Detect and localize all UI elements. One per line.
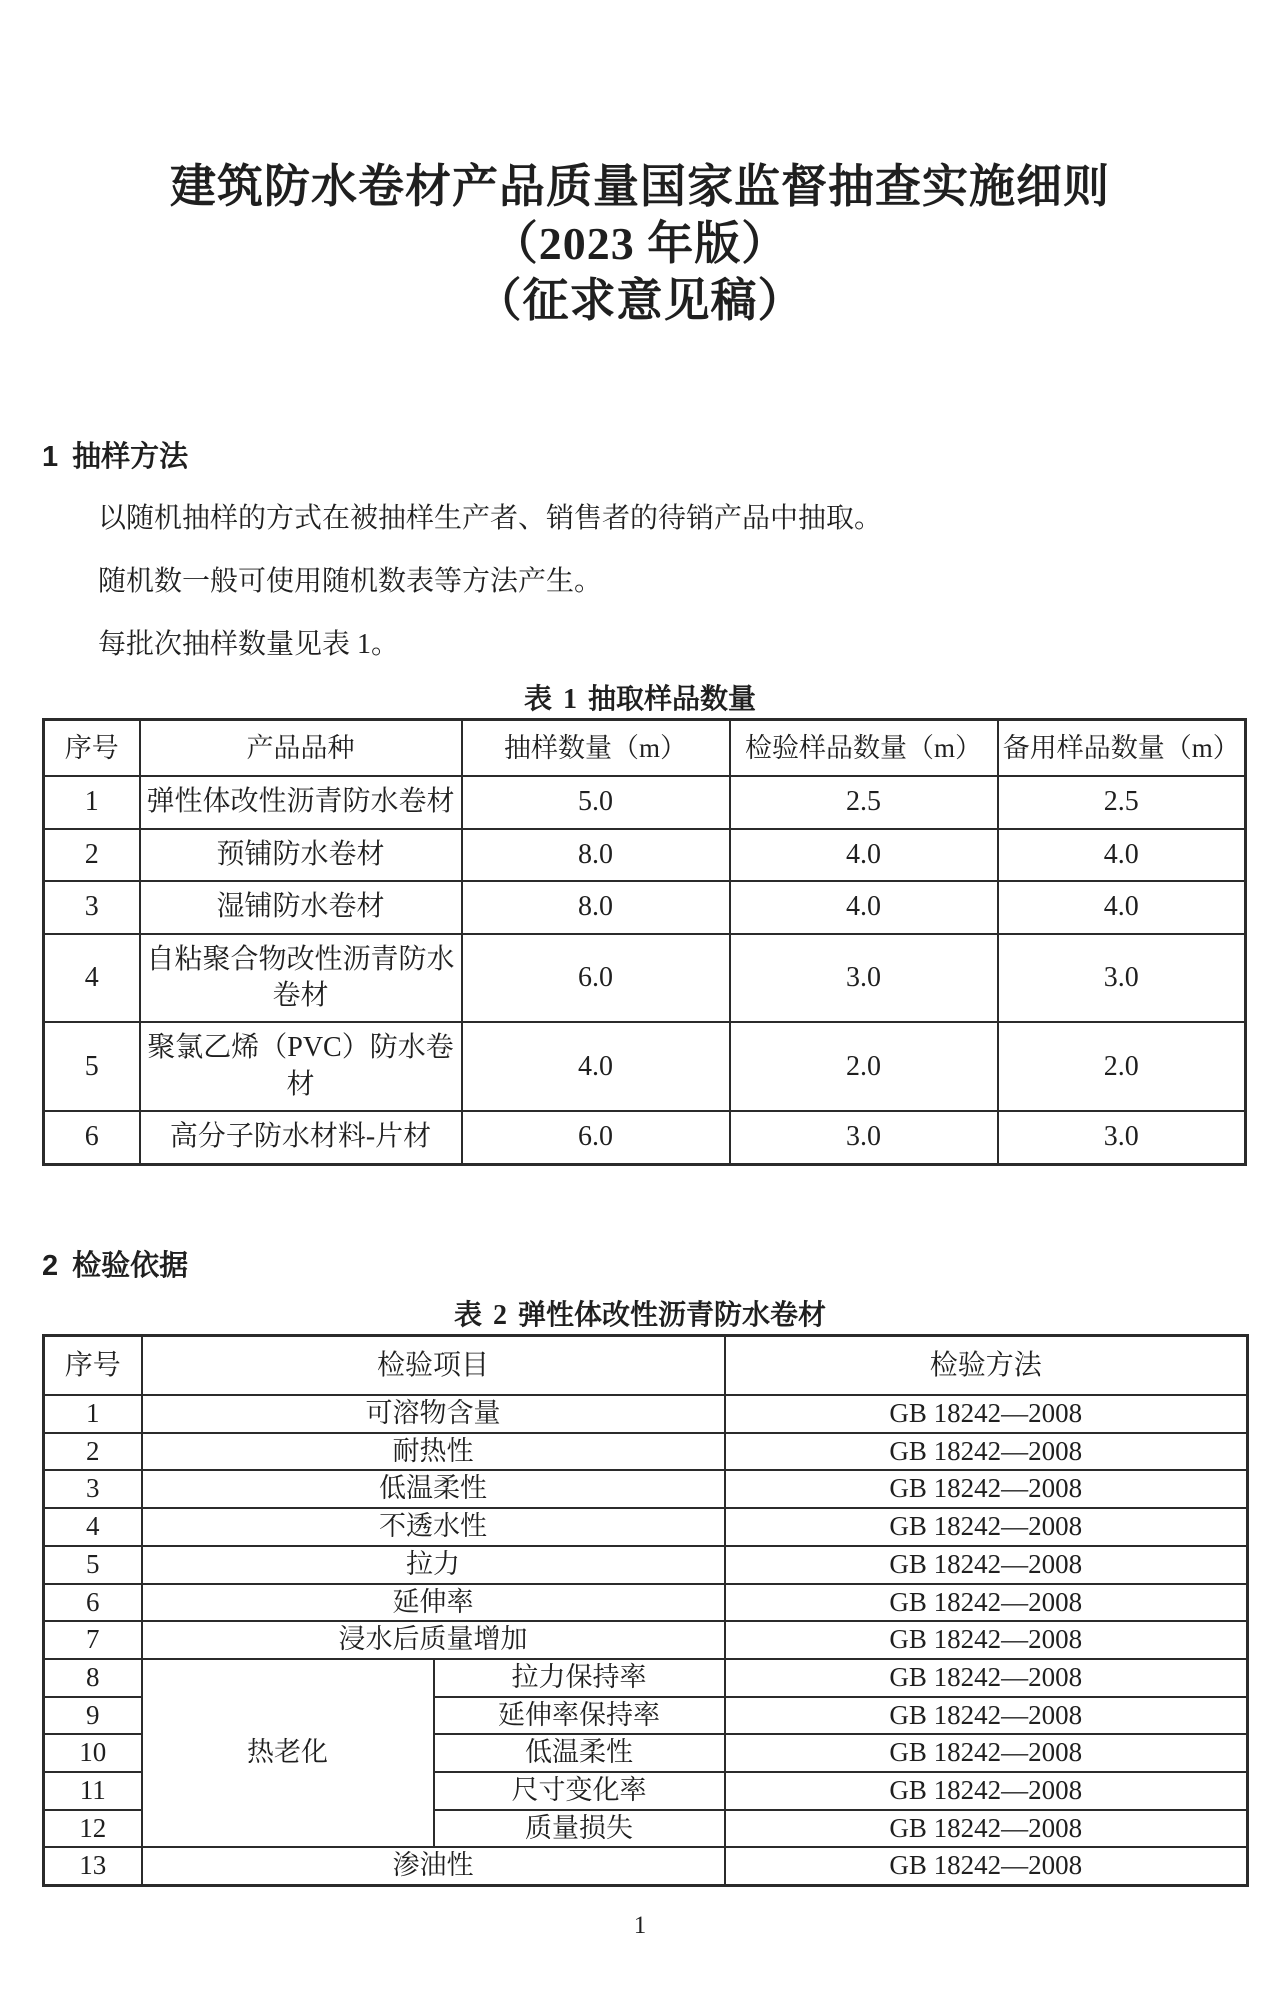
table2-cell-no: 10: [44, 1734, 142, 1772]
table2-cell-no: 5: [44, 1546, 142, 1584]
table2-cell-method: GB 18242—2008: [725, 1395, 1248, 1433]
table1-cell-no: 3: [44, 881, 140, 933]
table2-cell-subitem: 质量损失: [434, 1810, 725, 1848]
table2-cell-method: GB 18242—2008: [725, 1697, 1248, 1735]
table2-row-6: [44, 1584, 1248, 1622]
document-title-edition: （2023 年版）: [491, 218, 789, 269]
table2-cell-item: 延伸率: [142, 1584, 725, 1622]
table2-cell-method: GB 18242—2008: [725, 1546, 1248, 1584]
table1-cell-no: 6: [44, 1111, 140, 1164]
table1-cell-no: 4: [44, 934, 140, 1023]
table2-cell-no: 13: [44, 1847, 142, 1885]
table2-row-1: [44, 1395, 1248, 1433]
table2-cell-no: 1: [44, 1395, 142, 1433]
table1-cell-sample-qty: 6.0: [462, 1111, 730, 1164]
table1-cell-test-qty: 3.0: [730, 934, 998, 1023]
table2-cell-method: GB 18242—2008: [725, 1470, 1248, 1508]
table2-cell-subitem: 延伸率保持率: [434, 1697, 725, 1735]
table2-cell-method: GB 18242—2008: [725, 1621, 1248, 1659]
table2-caption: 表 2 弹性体改性沥青防水卷材: [453, 1299, 826, 1331]
table2-cell-group: 热老化: [142, 1659, 434, 1847]
paragraph-sampling-method-1: 以随机抽样的方式在被抽样生产者、销售者的待销产品中抽取。: [98, 503, 883, 534]
table2-cell-no: 4: [44, 1508, 142, 1546]
table2-cell-subitem: 尺寸变化率: [434, 1772, 725, 1810]
table2-header-no: 序号: [44, 1335, 142, 1395]
table1-cell-backup-qty: 4.0: [998, 829, 1246, 881]
table2-cell-item: 低温柔性: [142, 1470, 725, 1508]
table2-header-item: 检验项目: [142, 1335, 725, 1395]
document-title-draft-note: （征求意见稿）: [475, 275, 805, 326]
table1-cell-product: 自粘聚合物改性沥青防水卷材: [140, 934, 462, 1023]
document-title-block: [0, 0, 1280, 329]
table2-cell-method: GB 18242—2008: [725, 1508, 1248, 1546]
page-number: 1: [633, 1912, 647, 1940]
table1-cell-sample-qty: 8.0: [462, 881, 730, 933]
table1-cell-test-qty: 4.0: [730, 881, 998, 933]
table2-cell-method: GB 18242—2008: [725, 1810, 1248, 1848]
table1-cell-backup-qty: 3.0: [998, 934, 1246, 1023]
table1-cell-product: 聚氯乙烯（PVC）防水卷材: [140, 1022, 462, 1111]
table1-cell-backup-qty: 2.5: [998, 776, 1246, 828]
table1-cell-test-qty: 2.5: [730, 776, 998, 828]
table1-row-6: [44, 1111, 1246, 1164]
table2-cell-no: 12: [44, 1810, 142, 1848]
table2-cell-no: 6: [44, 1584, 142, 1622]
table2-cell-item: 拉力: [142, 1546, 725, 1584]
table2-cell-method: GB 18242—2008: [725, 1433, 1248, 1471]
table1-cell-test-qty: 2.0: [730, 1022, 998, 1111]
table1-cell-sample-qty: 4.0: [462, 1022, 730, 1111]
table2-cell-subitem: 低温柔性: [434, 1734, 725, 1772]
table1-row-3: [44, 881, 1246, 933]
table1-cell-backup-qty: 2.0: [998, 1022, 1246, 1111]
inspection-basis-table: [42, 1334, 1249, 1888]
table2-cell-item: 渗油性: [142, 1847, 725, 1885]
table2-cell-item: 浸水后质量增加: [142, 1621, 725, 1659]
table1-header-backup-qty: 备用样品数量（m）: [998, 720, 1246, 777]
table2-header-method: 检验方法: [725, 1335, 1248, 1395]
section-1-heading: 1 抽样方法: [42, 441, 189, 473]
table2-row-4: [44, 1508, 1248, 1546]
table1-header-row: [44, 720, 1246, 777]
table2-cell-no: 9: [44, 1697, 142, 1735]
table2-row-7: [44, 1621, 1248, 1659]
table2-row-13: [44, 1847, 1248, 1885]
table1-cell-backup-qty: 3.0: [998, 1111, 1246, 1164]
table2-cell-item: 可溶物含量: [142, 1395, 725, 1433]
table2-cell-no: 7: [44, 1621, 142, 1659]
table1-caption: 表 1 抽取样品数量: [523, 684, 756, 715]
table1-cell-sample-qty: 5.0: [462, 776, 730, 828]
table2-cell-no: 2: [44, 1433, 142, 1471]
table1-cell-product: 弹性体改性沥青防水卷材: [140, 776, 462, 828]
table1-header-no: 序号: [44, 720, 140, 777]
table2-cell-method: GB 18242—2008: [725, 1734, 1248, 1772]
table1-row-5: [44, 1022, 1246, 1111]
table2-row-2: [44, 1433, 1248, 1471]
document-title: 建筑防水卷材产品质量国家监督抽查实施细则: [170, 161, 1110, 212]
table2-cell-item: 耐热性: [142, 1433, 725, 1471]
table2-cell-no: 11: [44, 1772, 142, 1810]
table2-cell-method: GB 18242—2008: [725, 1584, 1248, 1622]
table1-cell-test-qty: 3.0: [730, 1111, 998, 1164]
section-2-heading: 2 检验依据: [42, 1249, 189, 1282]
table1-cell-product: 湿铺防水卷材: [140, 881, 462, 933]
table1-row-4: [44, 934, 1246, 1023]
table1-cell-sample-qty: 6.0: [462, 934, 730, 1023]
table2-row-5: [44, 1546, 1248, 1584]
table1-row-1: [44, 776, 1246, 828]
table1-cell-test-qty: 4.0: [730, 829, 998, 881]
table2-cell-method: GB 18242—2008: [725, 1659, 1248, 1697]
table2-cell-item: 不透水性: [142, 1508, 725, 1546]
table2-cell-no: 3: [44, 1470, 142, 1508]
table1-cell-no: 1: [44, 776, 140, 828]
table1-cell-product: 预铺防水卷材: [140, 829, 462, 881]
table2-cell-no: 8: [44, 1659, 142, 1697]
table1-cell-sample-qty: 8.0: [462, 829, 730, 881]
table1-header-test-qty: 检验样品数量（m）: [730, 720, 998, 777]
table2-row-3: [44, 1470, 1248, 1508]
table1-header-sample-qty: 抽样数量（m）: [462, 720, 730, 777]
table1-cell-no: 5: [44, 1022, 140, 1111]
table2-cell-method: GB 18242—2008: [725, 1847, 1248, 1885]
inspection-table-body: [44, 1395, 1248, 1885]
table1-header-product: 产品品种: [140, 720, 462, 777]
paragraph-sampling-method-2: 随机数一般可使用随机数表等方法产生。: [98, 566, 603, 597]
table1-cell-product: 高分子防水材料-片材: [140, 1111, 462, 1164]
table1-row-2: [44, 829, 1246, 881]
sampling-quantity-table: [42, 718, 1247, 1166]
sampling-table-body: [44, 776, 1246, 1164]
paragraph-sampling-method-3: 每批次抽样数量见表 1。: [98, 629, 400, 660]
table2-cell-method: GB 18242—2008: [725, 1772, 1248, 1810]
table1-cell-backup-qty: 4.0: [998, 881, 1246, 933]
table2-header-row: [44, 1335, 1248, 1395]
table1-cell-no: 2: [44, 829, 140, 881]
table2-cell-subitem: 拉力保持率: [434, 1659, 725, 1697]
table2-row-8: [44, 1659, 1248, 1697]
